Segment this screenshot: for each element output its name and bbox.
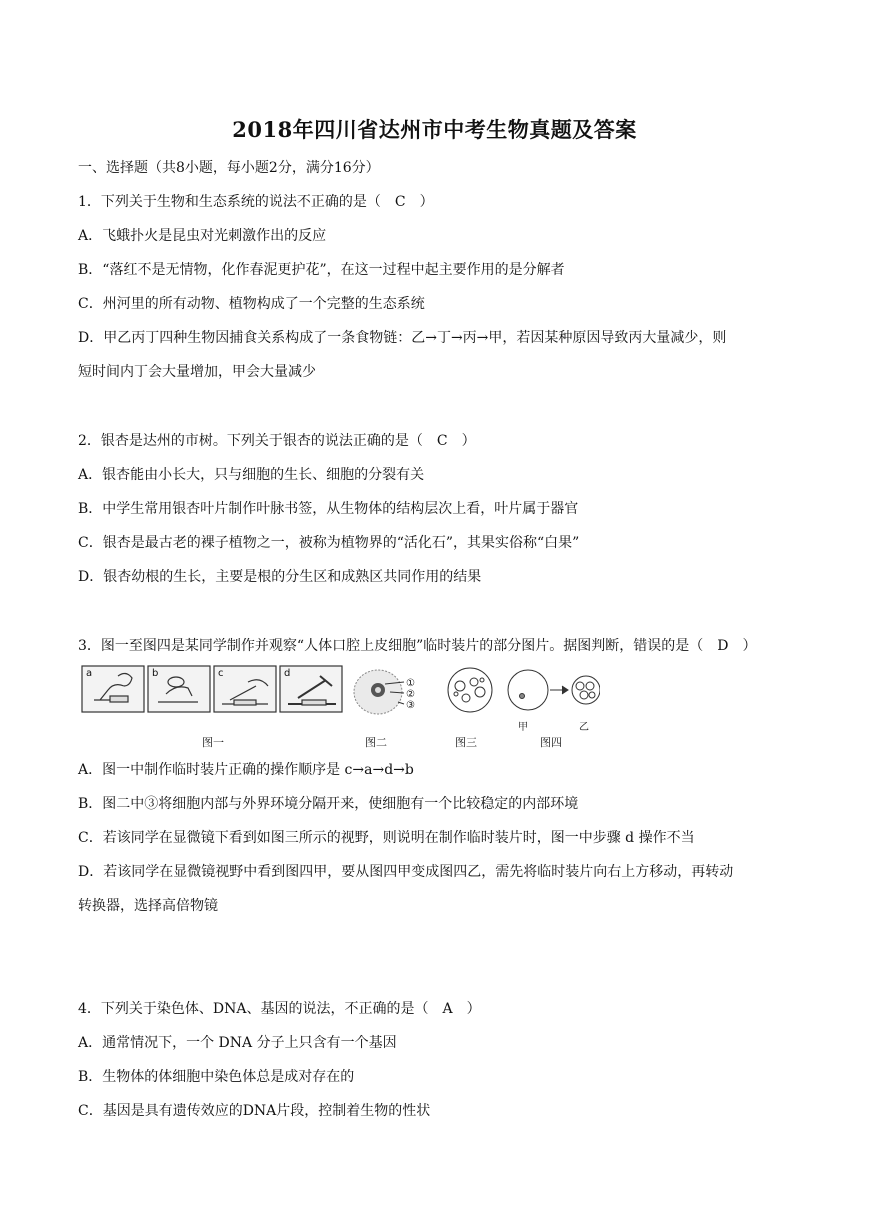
question-3-option-d: D．若该同学在显微镜视野中看到图四甲，要从图四甲变成图四乙，需先将临时装片向右上方移动，再转动 [78, 864, 734, 880]
question-4-stem: 4．下列关于染色体、DNA、基因的说法，不正确的是（ A ） [78, 1001, 481, 1017]
fig2-part-3: ③ [406, 700, 415, 711]
step-letter-c: c [218, 668, 224, 679]
step-letter-b: b [152, 668, 159, 679]
figure-4-fields-icon [508, 670, 600, 710]
question-2-stem: 2．银杏是达州的市树。下列关于银杏的说法正确的是（ C ） [78, 433, 476, 449]
fig4-part-jia: 甲 [518, 722, 528, 733]
figure-1-steps [82, 666, 342, 712]
figure-2-label: 图二 [365, 736, 387, 749]
page-title: 2018年四川省达州市中考生物真题及答案 [232, 117, 637, 142]
question-3-stem: 3．图一至图四是某同学制作并观察“人体口腔上皮细胞”临时装片的部分图片。据图判断，错误的是（ D ） [78, 638, 757, 654]
section-heading: 一、选择题（共8小题，每小题2分，满分16分） [78, 160, 380, 176]
figure-4-label: 图四 [540, 736, 562, 749]
fig2-part-2: ② [406, 689, 415, 700]
figure-3-label: 图三 [455, 736, 477, 749]
question-2-option-b: B．中学生常用银杏叶片制作叶脉书签，从生物体的结构层次上看，叶片属于器官 [78, 501, 579, 517]
question-1-stem: 1．下列关于生物和生态系统的说法不正确的是（ C ） [78, 194, 434, 210]
question-1-option-d: D．甲乙丙丁四种生物因捕食关系构成了一条食物链：乙→丁→丙→甲，若因某种原因导致丙大量减少，则 [78, 330, 727, 346]
figure-1-label: 图一 [202, 736, 224, 749]
fig4-part-yi: 乙 [579, 722, 589, 733]
question-2-option-a: A．银杏能由小长大，只与细胞的生长、细胞的分裂有关 [78, 467, 425, 483]
fig2-part-1: ① [406, 678, 415, 689]
step-letter-a: a [86, 668, 93, 679]
question-3-figures [80, 660, 600, 752]
question-4-option-c: C．基因是具有遗传效应的DNA片段，控制着生物的性状 [78, 1103, 431, 1119]
question-1-option-a: A．飞蛾扑火是昆虫对光刺激作出的反应 [78, 228, 327, 244]
step-letter-d: d [284, 668, 291, 679]
question-4-option-a: A．通常情况下，一个 DNA 分子上只含有一个基因 [78, 1035, 397, 1051]
question-2-option-c: C．银杏是最古老的裸子植物之一，被称为植物界的“活化石”，其果实俗称“白果” [78, 535, 580, 551]
question-1-option-c: C．州河里的所有动物、植物构成了一个完整的生态系统 [78, 296, 425, 312]
figure-2-cell-icon [354, 670, 404, 714]
question-3-option-c: C．若该同学在显微镜下看到如图三所示的视野，则说明在制作临时装片时，图一中步骤 d 操作不当 [78, 830, 695, 846]
question-3-option-b: B．图二中③将细胞内部与外界环境分隔开来，使细胞有一个比较稳定的内部环境 [78, 796, 579, 812]
question-3-option-d-cont: 转换器，选择高倍物镜 [78, 898, 218, 914]
question-2-option-d: D．银杏幼根的生长，主要是根的分生区和成熟区共同作用的结果 [78, 569, 482, 585]
figure-3-bubbles-icon [448, 668, 492, 712]
question-1-option-d-cont: 短时间内丁会大量增加，甲会大量减少 [78, 364, 316, 380]
question-4-option-b: B．生物体的体细胞中染色体总是成对存在的 [78, 1069, 355, 1085]
question-3-option-a: A．图一中制作临时装片正确的操作顺序是 c→a→d→b [78, 762, 414, 778]
question-1-option-b: B．“落红不是无情物，化作春泥更护花”，在这一过程中起主要作用的是分解者 [78, 262, 565, 278]
